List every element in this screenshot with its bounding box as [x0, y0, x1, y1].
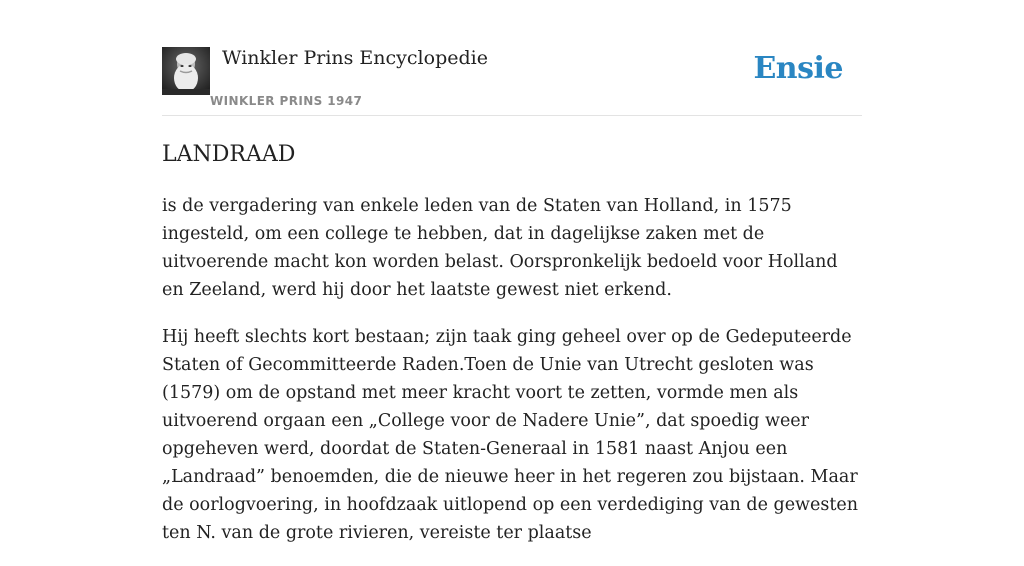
bearded-man-portrait-icon — [162, 47, 210, 95]
source-header — [162, 0, 862, 116]
content-container — [162, 0, 862, 543]
entry-body — [162, 192, 862, 566]
source-avatar[interactable] — [162, 47, 210, 95]
brand-logo[interactable]: Ensie — [753, 51, 843, 86]
body-paragraph: Hij heeft slechts kort bestaan; zijn taak ging geheel over op de Gedeputeerde Staten of Gecommitteerde Raden.Toen de Unie van Utrecht gesloten was (1579) om de opstand met meer kracht voort te zetten, vormde men als uitvoerend orgaan een „College voor de Nadere Unie”, dat spoedig weer opgeheven werd, doordat de Staten-Generaal in 1581 naast Anjou een „Landraad” benoemden, die de nieuwe heer in het regeren zou bijstaan. Maar de oorlogvoering, in hoofdzaak uitlopend op een verdediging van de gewesten ten N. van de grote rivieren, vereiste ter plaatse — [162, 327, 859, 543]
source-title[interactable]: Winkler Prins Encyclopedie — [222, 47, 488, 69]
entry-title: LANDRAAD — [162, 142, 296, 167]
source-subtitle: WINKLER PRINS 1947 — [210, 94, 363, 108]
body-paragraph: is de vergadering van enkele leden van de Staten van Holland, in 1575 ingesteld, om een college te hebben, dat in dagelijkse zaken met de uitvoerende macht kon worden belast. Oorspronkelijk bedoeld voor Holland en Zeeland, werd hij door het laatste gewest niet erkend. — [162, 196, 838, 300]
